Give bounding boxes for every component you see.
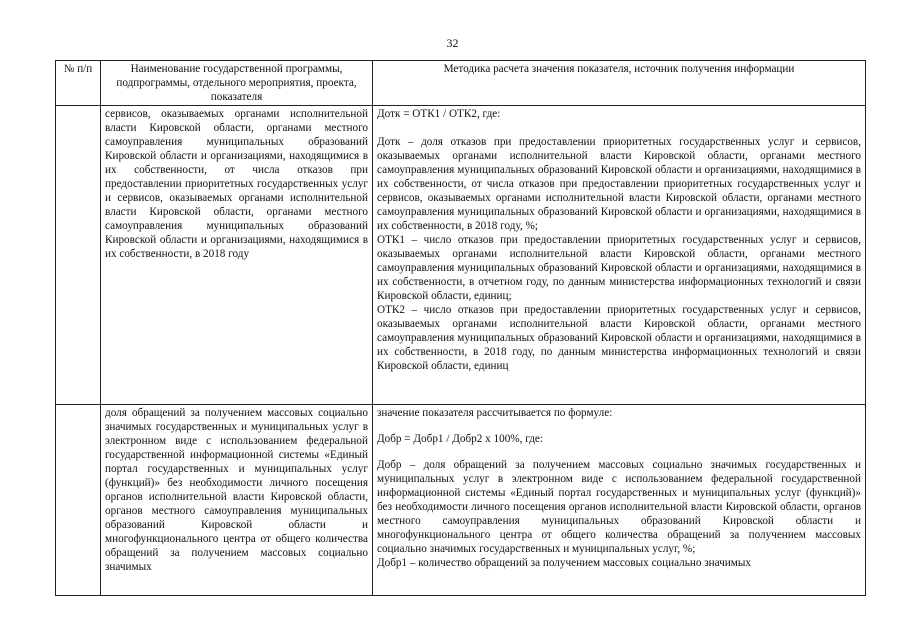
- method-paragraph: Добр1 – количество обращений за получением массовых социально значимых: [377, 557, 751, 569]
- method-cell: [373, 405, 866, 596]
- method-cell: [373, 106, 866, 405]
- indicator-name: доля обращений за получением массовых социально значимых государственных и муниципальных услуг в электронном виде с использованием федеральной государственной информационной системы «Единый портал государственных и муниципальных услуг (функций)» без необходимости личного посещения органов исполнительной власти Кировской области, органов местного самоуправления муниципальных образований Кировской области и многофункционального центра от общего количества обращений за получением массовых социально значимых: [101, 405, 373, 596]
- spacer: [377, 121, 861, 135]
- formula: Добр = Добр1 / Добр2 х 100%, где:: [377, 433, 544, 445]
- method-paragraph: Добр – доля обращений за получением массовых социально значимых государственных и муниципальных услуг в электронном виде с использованием федеральной государственной информационной системы «Единый портал государственных и муниципальных услуг (функций)» без необходимости личного посещения органов исполнительной власти Кировской области, органов местного самоуправления муниципальных образований Кировской области и многофункционального центра от общего количества обращений за получением массовых социально значимых государственных и муниципальных услуг, %;: [377, 459, 861, 555]
- row-number: [56, 405, 101, 596]
- spacer: [377, 446, 861, 458]
- indicator-table: [55, 60, 866, 596]
- row-number: [56, 106, 101, 405]
- table-row: [56, 106, 866, 405]
- header-method: Методика расчета значения показателя, источник получения информации: [373, 61, 866, 106]
- spacer: [377, 420, 861, 432]
- method-paragraph: Дотк – доля отказов при предоставлении приоритетных государственных услуг и сервисов, оказываемых органами исполнительной власти Кировской области, органами местного самоуправления муниципальных образований Кировской области и организациями, находящимися в их собственности, от числа отказов при предоставлении приоритетных государственных услуг и сервисов, оказываемых органами исполнительной власти Кировской области, органами местного самоуправления муниципальных образований Кировской области и организациями, находящимися в их собственности, в 2018 году, %;: [377, 136, 861, 232]
- header-number: № п/п: [56, 61, 101, 106]
- formula-intro: значение показателя рассчитывается по формуле:: [377, 407, 613, 419]
- table-row: [56, 405, 866, 596]
- page-number: 32: [446, 36, 459, 50]
- formula: Дотк = ОТК1 / ОТК2, где:: [377, 108, 501, 120]
- header-name: Наименование государственной программы, подпрограммы, отдельного мероприятия, проекта, показателя: [101, 61, 373, 106]
- table-header-row: [56, 61, 866, 106]
- method-paragraph: ОТК2 – число отказов при предоставлении приоритетных государственных услуг и сервисов, оказываемых органами исполнительной власти Кировской области, органами местного самоуправления муниципальных образований Кировской области и организациями, находящимися в их собственности, в 2018 году, по данным министерства информационных технологий и связи Кировской области, единиц: [377, 304, 861, 372]
- method-paragraph: ОТК1 – число отказов при предоставлении приоритетных государственных услуг и сервисов, оказываемых органами исполнительной власти Кировской области, органами местного самоуправления муниципальных образований Кировской области и организациями, находящимися в их собственности, в отчетном году, по данным министерства информационных технологий и связи Кировской области, единиц;: [377, 234, 861, 302]
- indicator-name: сервисов, оказываемых органами исполнительной власти Кировской области, органами местного самоуправления муниципальных образований Кировской области и организациями, находящимися в их собственности, от числа отказов при предоставлении приоритетных государственных услуг и сервисов, оказываемых органами исполнительной власти Кировской области, органами местного самоуправления муниципальных образований Кировской области и организациями, находящимися в их собственности, в 2018 году: [101, 106, 373, 405]
